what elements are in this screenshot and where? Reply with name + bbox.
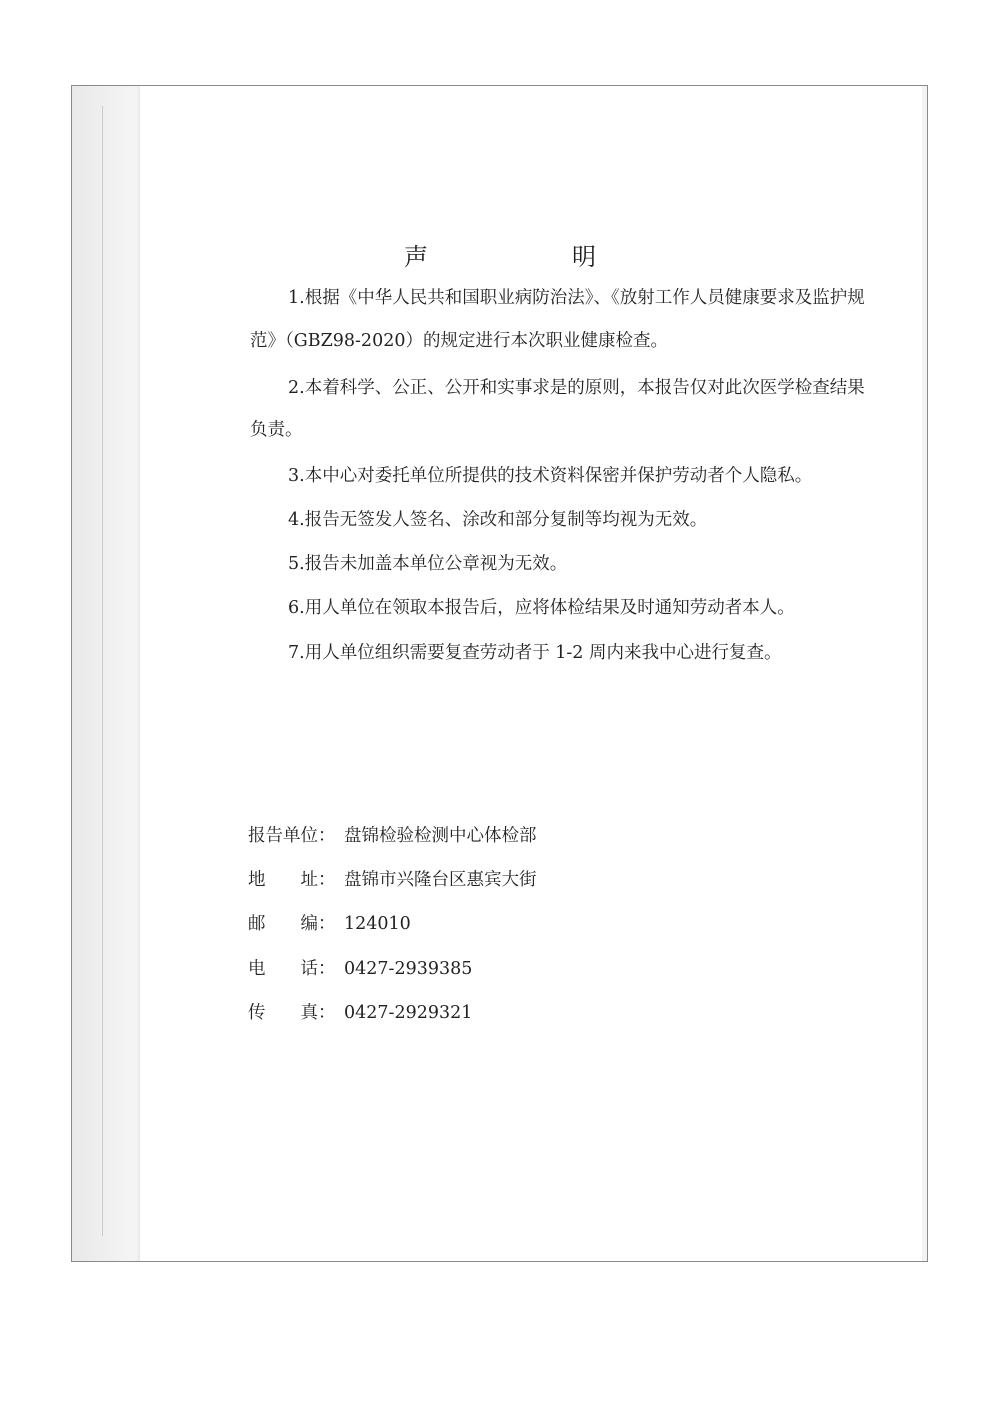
paragraph-3: 3.本中心对委托单位所提供的技术资料保密并保护劳动者个人隐私。 — [288, 466, 813, 486]
info-report-unit — [248, 822, 537, 847]
postcode-value: 124010 — [344, 914, 411, 934]
report-unit-value: 盘锦检验检测中心体检部 — [344, 826, 537, 846]
page-title: 声 明 — [404, 243, 656, 271]
paragraph-2-line-2: 负责。 — [250, 420, 303, 440]
paragraph-1-line-2: 范》（GBZ98-2020）的规定进行本次职业健康检查。 — [250, 331, 668, 351]
info-address — [248, 866, 537, 891]
phone-label: 电 话： — [248, 959, 336, 979]
info-phone — [248, 955, 472, 980]
paragraph-7: 7.用人单位组织需要复查劳动者于 1-2 周内来我中心进行复查。 — [288, 643, 782, 663]
address-value: 盘锦市兴隆台区惠宾大街 — [344, 870, 537, 890]
fax-value: 0427-2929321 — [344, 1003, 473, 1023]
info-postcode — [248, 910, 411, 935]
phone-value: 0427-2939385 — [344, 959, 473, 979]
paragraph-4: 4.报告无签发人签名、涂改和部分复制等均视为无效。 — [288, 510, 708, 530]
paragraph-1-line-1: 1.根据《中华人民共和国职业病防治法》、《放射工作人员健康要求及监护规 — [288, 288, 865, 308]
paragraph-6: 6.用人单位在领取本报告后，应将体检结果及时通知劳动者本人。 — [288, 598, 795, 618]
paragraph-5: 5.报告未加盖本单位公章视为无效。 — [288, 554, 568, 574]
address-label: 地 址： — [248, 870, 336, 890]
paper-edge-line — [102, 106, 103, 1236]
info-fax — [248, 999, 472, 1024]
postcode-label: 邮 编： — [248, 914, 336, 934]
paragraph-2-line-1: 2.本着科学、公正、公开和实事求是的原则，本报告仅对此次医学检查结果 — [288, 378, 865, 398]
report-unit-label: 报告单位： — [248, 826, 336, 846]
fax-label: 传 真： — [248, 1003, 336, 1023]
